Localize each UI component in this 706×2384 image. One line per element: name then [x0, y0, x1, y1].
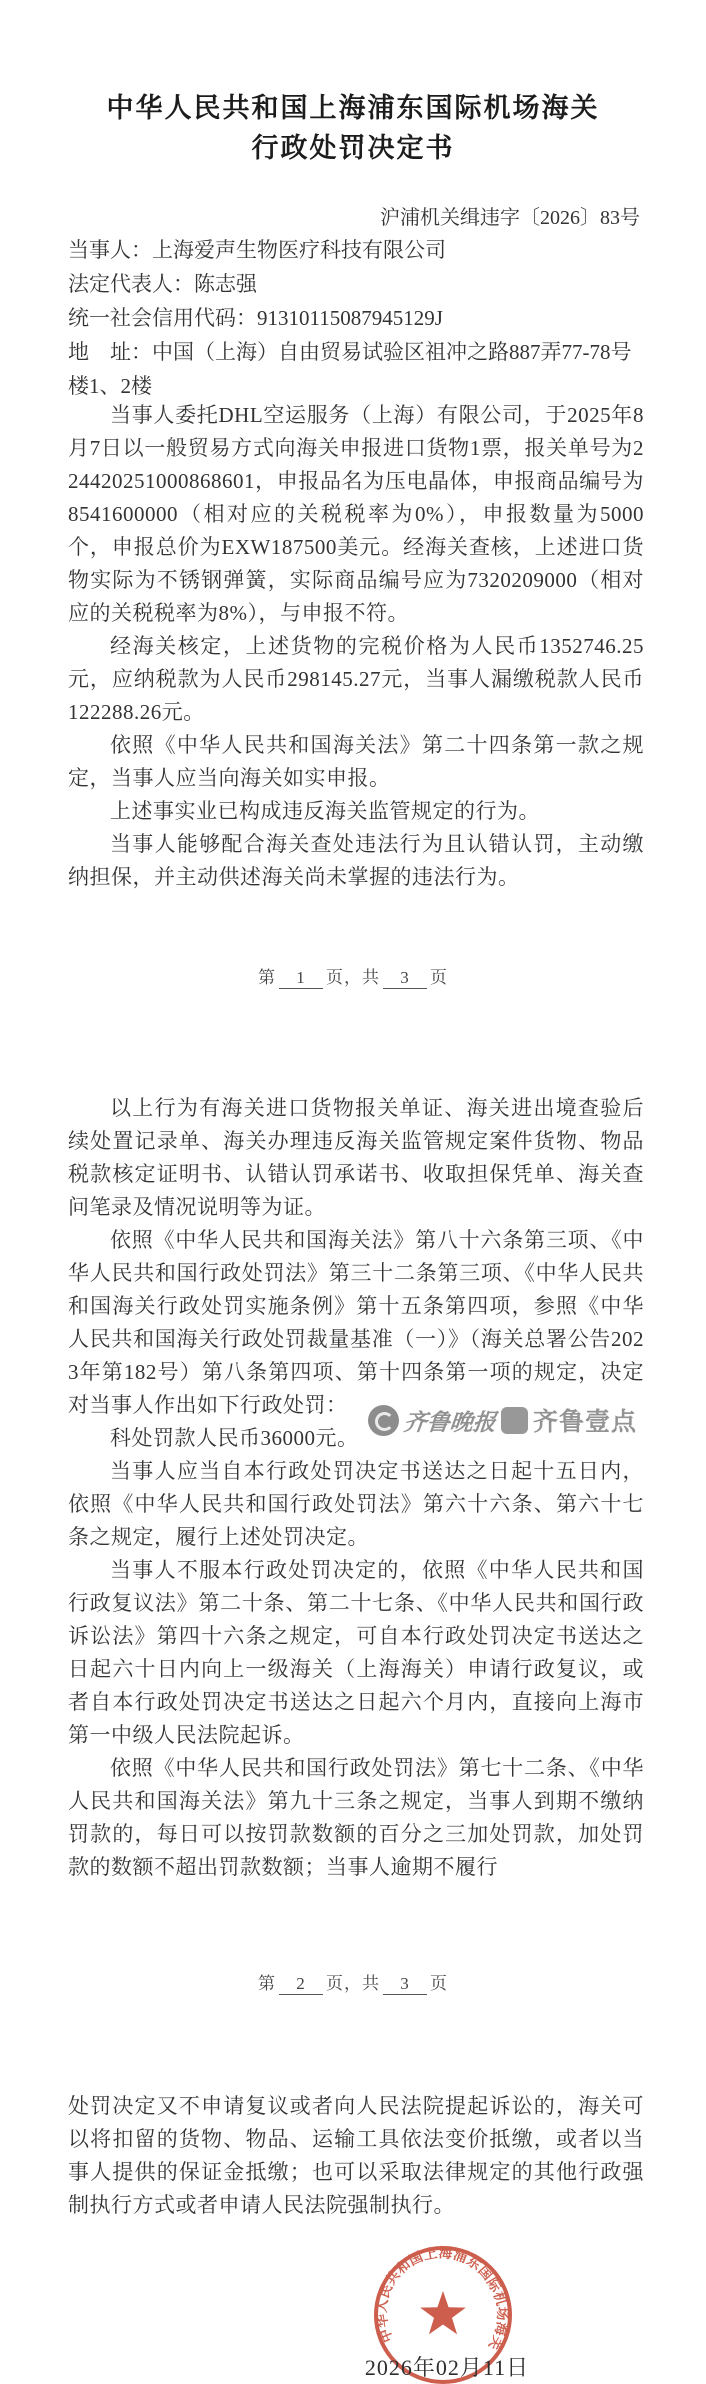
- qilu-wanbao-script-text: 齐鲁晚报: [402, 1409, 498, 1435]
- footer-prefix: 第: [258, 1974, 276, 1993]
- footer-total-pages: 3: [383, 968, 427, 989]
- page1-body: [68, 399, 644, 894]
- paragraph-appeal-rights: 当事人不服本行政处罚决定的，依照《中华人民共和国行政复议法》第二十条、第二十七条、《中华人民共和国行政诉讼法》第四十六条之规定，可自本行政处罚决定书送达之日起六十日内向上一级海关（上海海关）申请行政复议，或者自本行政处罚决定书送达之日起六个月内，直接向上海市第一中级人民法院起诉。: [68, 1558, 644, 1747]
- page2-body: [68, 1092, 644, 1884]
- paragraph-penalty-legal-basis: 依照《中华人民共和国海关法》第八十六条第三项、《中华人民共和国行政处罚法》第三十二条第三项、《中华人民共和国海关行政处罚实施条例》第十五条第四项，参照《中华人民共和国海关行政处罚裁量基准（一）》（海关总署公告2023年第182号）第八条第四项、第十四条第一项的规定，决定对当事人作出如下行政处罚：: [68, 1228, 644, 1417]
- seal-star-icon: [420, 2291, 466, 2334]
- paragraph-payment-deadline: 当事人应当自本行政处罚决定书送达之日起十五日内，依照《中华人民共和国行政处罚法》第六十六条、第六十七条之规定，履行上述处罚决定。: [68, 1459, 644, 1549]
- legal-representative-line: 法定代表人：陈志强: [68, 272, 257, 296]
- page1-footer: [0, 963, 706, 989]
- document-number: 沪浦机关缉违字〔2026〕83号: [380, 207, 640, 229]
- paragraph-tax-assessment: 经海关核定，上述货物的完税价格为人民币1352746.25元，应纳税款为人民币298145.27元，当事人漏缴税款人民币122288.26元。: [68, 634, 644, 724]
- paragraph-late-payment-penalty: 依照《中华人民共和国行政处罚法》第七十二条、《中华人民共和国海关法》第九十三条之规定，当事人到期不缴纳罚款的，每日可以按罚款数额的百分之三加处罚款，加处罚款的数额不超出罚款数额；当事人逾期不履行: [68, 1756, 644, 1879]
- footer-page-number: 2: [279, 1974, 323, 1995]
- paragraph-evidence-list: 以上行为有海关进口货物报关单证、海关进出境查验后续处置记录单、海关办理违反海关监管规定案件货物、物品税款核定证明书、认错认罚承诺书、收取担保凭单、海关查问笔录及情况说明等为证。: [68, 1096, 644, 1219]
- footer-prefix: 第: [258, 968, 276, 987]
- party-name-line: 当事人：上海爱声生物医疗科技有限公司: [68, 238, 446, 262]
- footer-total-pages: 3: [383, 1974, 427, 1995]
- paragraph-violation-statement: 上述事实业已构成违反海关监管规定的行为。: [110, 799, 540, 823]
- footer-suffix: 页: [430, 968, 448, 987]
- qilu-yidian-brand-text: 齐鲁壹点: [533, 1408, 638, 1436]
- qilu-yidian-app-icon: [501, 1407, 528, 1434]
- title-line-1: 中华人民共和国上海浦东国际机场海关: [106, 93, 600, 123]
- paragraph-declaration-facts: 当事人委托DHL空运服务（上海）有限公司，于2025年8月7日以一般贸易方式向海关申报进口货物1票，报关单号为224420251000868601，申报品名为压电晶体，申报商品编号为8541600000（相对应的关税税率为0%），申报数量为5000个，申报总价为EXW187500美元。经海关查核，上述进口货物实际为不锈钢弹簧，实际商品编号应为7320209000（相对应的关税税率为8%），与申报不符。: [68, 403, 644, 625]
- paragraph-cooperation: 当事人能够配合海关查处违法行为且认错认罚，主动缴纳担保，并主动供述海关尚未掌握的违法行为。: [68, 832, 644, 889]
- document-title: [0, 88, 706, 168]
- paragraph-enforcement: 处罚决定又不申请复议或者向人民法院提起诉讼的，海关可以将扣留的货物、物品、运输工具依法变价抵缴，或者以当事人提供的保证金抵缴；也可以采取法律规定的其他行政强制执行方式或者申请人民法院强制执行。: [68, 2094, 644, 2217]
- paragraph-legal-basis-art24: 依照《中华人民共和国海关法》第二十四条第一款之规定，当事人应当向海关如实申报。: [68, 733, 644, 790]
- footer-page-number: 1: [279, 968, 323, 989]
- footer-middle: 页，共: [326, 968, 380, 987]
- footer-suffix: 页: [430, 1974, 448, 1993]
- address-line: 地 址：中国（上海）自由贸易试验区祖冲之路887弄77-78号楼1、2楼: [68, 340, 632, 398]
- party-info-block: [68, 233, 644, 403]
- qilu-wanbao-logo-icon: [368, 1405, 399, 1436]
- paragraph-fine-amount: 科处罚款人民币36000元。: [110, 1426, 359, 1450]
- page3-body: [68, 2090, 644, 2222]
- seal-text: 中华人民共和国上海浦东国际机场海关: [373, 2245, 511, 2353]
- credit-code-line: 统一社会信用代码：91310115087945129J: [68, 306, 443, 330]
- logo-swirl: [375, 1412, 394, 1431]
- title-line-2: 行政处罚决定书: [251, 133, 455, 163]
- page2-footer: [0, 1969, 706, 1995]
- decision-date: 2026年02月11日: [364, 2355, 530, 2380]
- footer-middle: 页，共: [326, 1974, 380, 1993]
- qilu-news-watermark: [368, 1402, 637, 1438]
